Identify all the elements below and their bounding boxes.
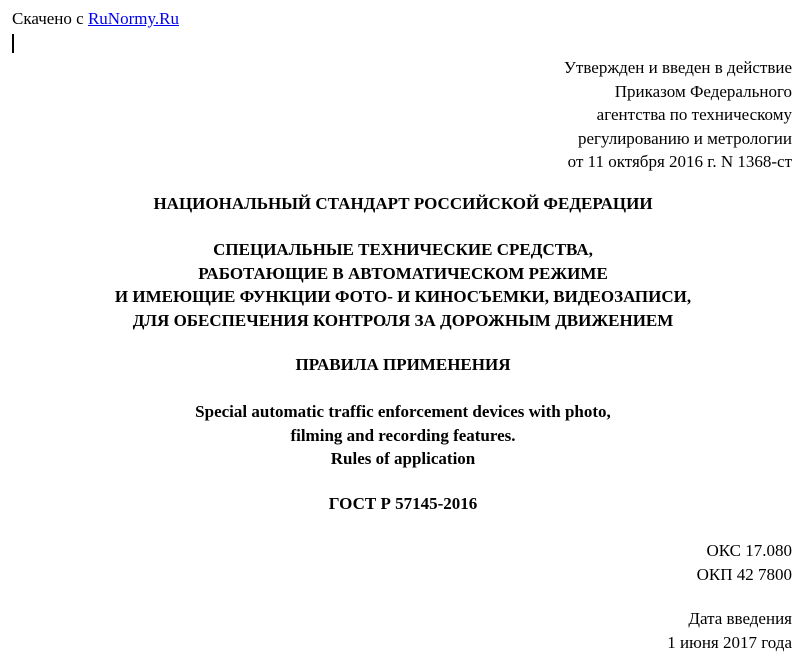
source-link[interactable]: RuNormy.Ru — [88, 9, 179, 28]
source-line — [12, 8, 179, 30]
english-title-line: Special automatic traffic enforcement devices with photo, — [0, 400, 799, 424]
rules-heading-text: ПРАВИЛА ПРИМЕНЕНИЯ — [0, 353, 799, 377]
gost-designation — [0, 492, 799, 516]
introduction-date-label: Дата введения — [667, 607, 792, 631]
approval-line: Утвержден и введен в действие — [564, 56, 792, 80]
national-standard-heading — [0, 192, 799, 216]
approval-line: агентства по техническому — [564, 103, 792, 127]
approval-line: Приказом Федерального — [564, 80, 792, 104]
standard-title-line: РАБОТАЮЩИЕ В АВТОМАТИЧЕСКОМ РЕЖИМЕ — [0, 262, 799, 286]
gost-designation-text: ГОСТ Р 57145-2016 — [0, 492, 799, 516]
rules-heading — [0, 353, 799, 377]
oks-code: ОКС 17.080 — [697, 539, 792, 563]
introduction-date-value: 1 июня 2017 года — [667, 631, 792, 654]
english-title-line: filming and recording features. — [0, 424, 799, 448]
standard-title-line: СПЕЦИАЛЬНЫЕ ТЕХНИЧЕСКИЕ СРЕДСТВА, — [0, 238, 799, 262]
standard-title-line: И ИМЕЮЩИЕ ФУНКЦИИ ФОТО- И КИНОСЪЕМКИ, ВИДЕОЗАПИСИ, — [0, 285, 799, 309]
english-title-line: Rules of application — [0, 447, 799, 471]
standard-title-line: ДЛЯ ОБЕСПЕЧЕНИЯ КОНТРОЛЯ ЗА ДОРОЖНЫМ ДВИЖЕНИЕМ — [0, 309, 799, 333]
standard-title — [0, 238, 799, 332]
okp-code: ОКП 42 7800 — [697, 563, 792, 587]
source-prefix: Скачено с — [12, 9, 88, 28]
approval-line: от 11 октября 2016 г. N 1368-ст — [564, 150, 792, 174]
approval-line: регулированию и метрологии — [564, 127, 792, 151]
english-title — [0, 400, 799, 471]
classifier-codes — [697, 539, 792, 586]
national-standard-heading-text: НАЦИОНАЛЬНЫЙ СТАНДАРТ РОССИЙСКОЙ ФЕДЕРАЦИИ — [0, 192, 799, 216]
introduction-date-block — [667, 607, 792, 654]
text-caret — [12, 34, 14, 53]
approval-block — [564, 56, 792, 174]
